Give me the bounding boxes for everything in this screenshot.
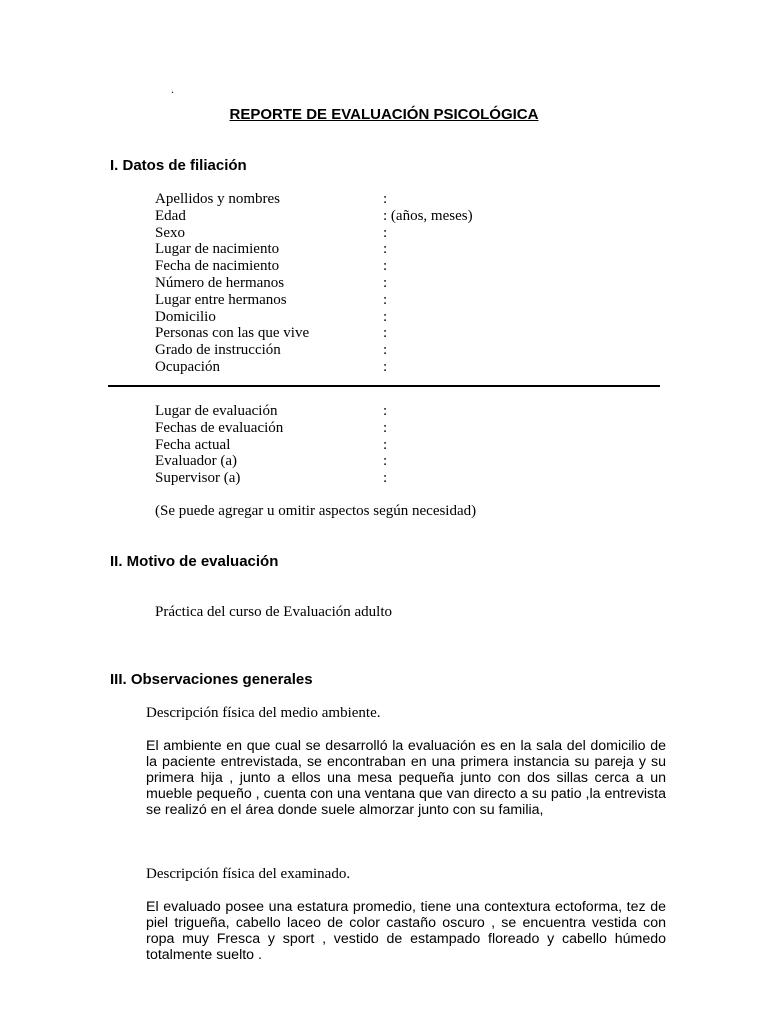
report-title: REPORTE DE EVALUACIÓN PSICOLÓGICA <box>229 106 539 123</box>
field-label: Fecha de nacimiento <box>155 258 280 275</box>
motivo-text: Práctica del curso de Evaluación adulto <box>155 604 392 620</box>
field-label: Lugar de evaluación <box>155 403 278 419</box>
field-label: Lugar entre hermanos <box>155 291 287 308</box>
section-heading-observaciones: III. Observaciones generales <box>110 671 313 688</box>
field-row <box>155 359 575 376</box>
field-row <box>155 470 575 487</box>
field-value: : <box>383 419 388 436</box>
field-value: : <box>383 358 388 375</box>
field-value: : <box>383 241 388 258</box>
field-value: : <box>383 436 388 453</box>
field-row <box>155 275 575 292</box>
field-value: : <box>383 224 388 241</box>
field-value: : <box>383 308 388 325</box>
examinee-description: El evaluado posee una estatura promedio, tiene una contextura ectoforma, tez de piel trigueña, cabello laceo de color castaño oscuro , se encuentra vestida con ropa muy Fresca y sport , vestido de estampado floreado y cabello húmedo totalmente suelto . <box>146 899 666 963</box>
field-value: : <box>383 325 388 342</box>
field-label: Apellidos y nombres <box>155 191 280 207</box>
field-row <box>155 309 575 326</box>
field-row <box>155 225 575 242</box>
field-label: Supervisor (a) <box>155 470 241 487</box>
field-label: Fecha actual <box>155 436 231 453</box>
field-row <box>155 453 575 470</box>
field-value: : <box>383 403 388 419</box>
field-row <box>155 208 575 225</box>
field-value: : <box>383 342 388 359</box>
field-value: : <box>383 191 388 207</box>
field-value: : <box>383 470 388 487</box>
environment-description: El ambiente en que cual se desarrolló la evaluación es en la sala del domicilio de la paciente entrevistada, se encontraban en una primera instancia su pareja y su primera hija , junto a ellos una mesa pequeña junto con dos sillas cerca a un mueble pequeño , cuenta con una ventana que van directo a su patio ,la entrevista se realizó en el área donde suele almorzar junto con su familia, <box>146 738 666 818</box>
field-value: : <box>383 291 388 308</box>
field-row <box>155 420 575 437</box>
stray-dot: . <box>171 82 174 96</box>
field-row <box>155 258 575 275</box>
section-heading-filiacion: I. Datos de filiación <box>110 157 247 174</box>
field-value: : (años, meses) <box>383 207 473 224</box>
field-row <box>155 191 575 208</box>
evaluation-fields <box>155 403 575 487</box>
field-label: Fechas de evaluación <box>155 419 284 436</box>
field-label: Evaluador (a) <box>155 453 238 470</box>
filiation-fields <box>155 191 575 376</box>
field-row <box>155 342 575 359</box>
field-row <box>155 325 575 342</box>
field-row <box>155 292 575 309</box>
horizontal-divider <box>108 385 660 387</box>
optional-aspects-note: (Se puede agregar u omitir aspectos según necesidad) <box>155 503 477 519</box>
environment-subtitle: Descripción física del medio ambiente. <box>146 705 381 721</box>
field-row <box>155 437 575 454</box>
field-label: Domicilio <box>155 308 216 325</box>
field-value: : <box>383 274 388 291</box>
field-row <box>155 403 575 420</box>
field-label: Sexo <box>155 224 185 241</box>
field-value: : <box>383 453 388 470</box>
field-label: Lugar de nacimiento <box>155 241 280 258</box>
examinee-subtitle: Descripción física del examinado. <box>146 866 351 882</box>
field-label: Grado de instrucción <box>155 342 281 359</box>
section-heading-motivo: II. Motivo de evaluación <box>110 553 279 570</box>
field-label: Número de hermanos <box>155 274 285 291</box>
field-row <box>155 241 575 258</box>
field-label: Ocupación <box>155 358 220 375</box>
field-label: Personas con las que vive <box>155 325 310 342</box>
field-value: : <box>383 258 388 275</box>
field-label: Edad <box>155 207 186 224</box>
